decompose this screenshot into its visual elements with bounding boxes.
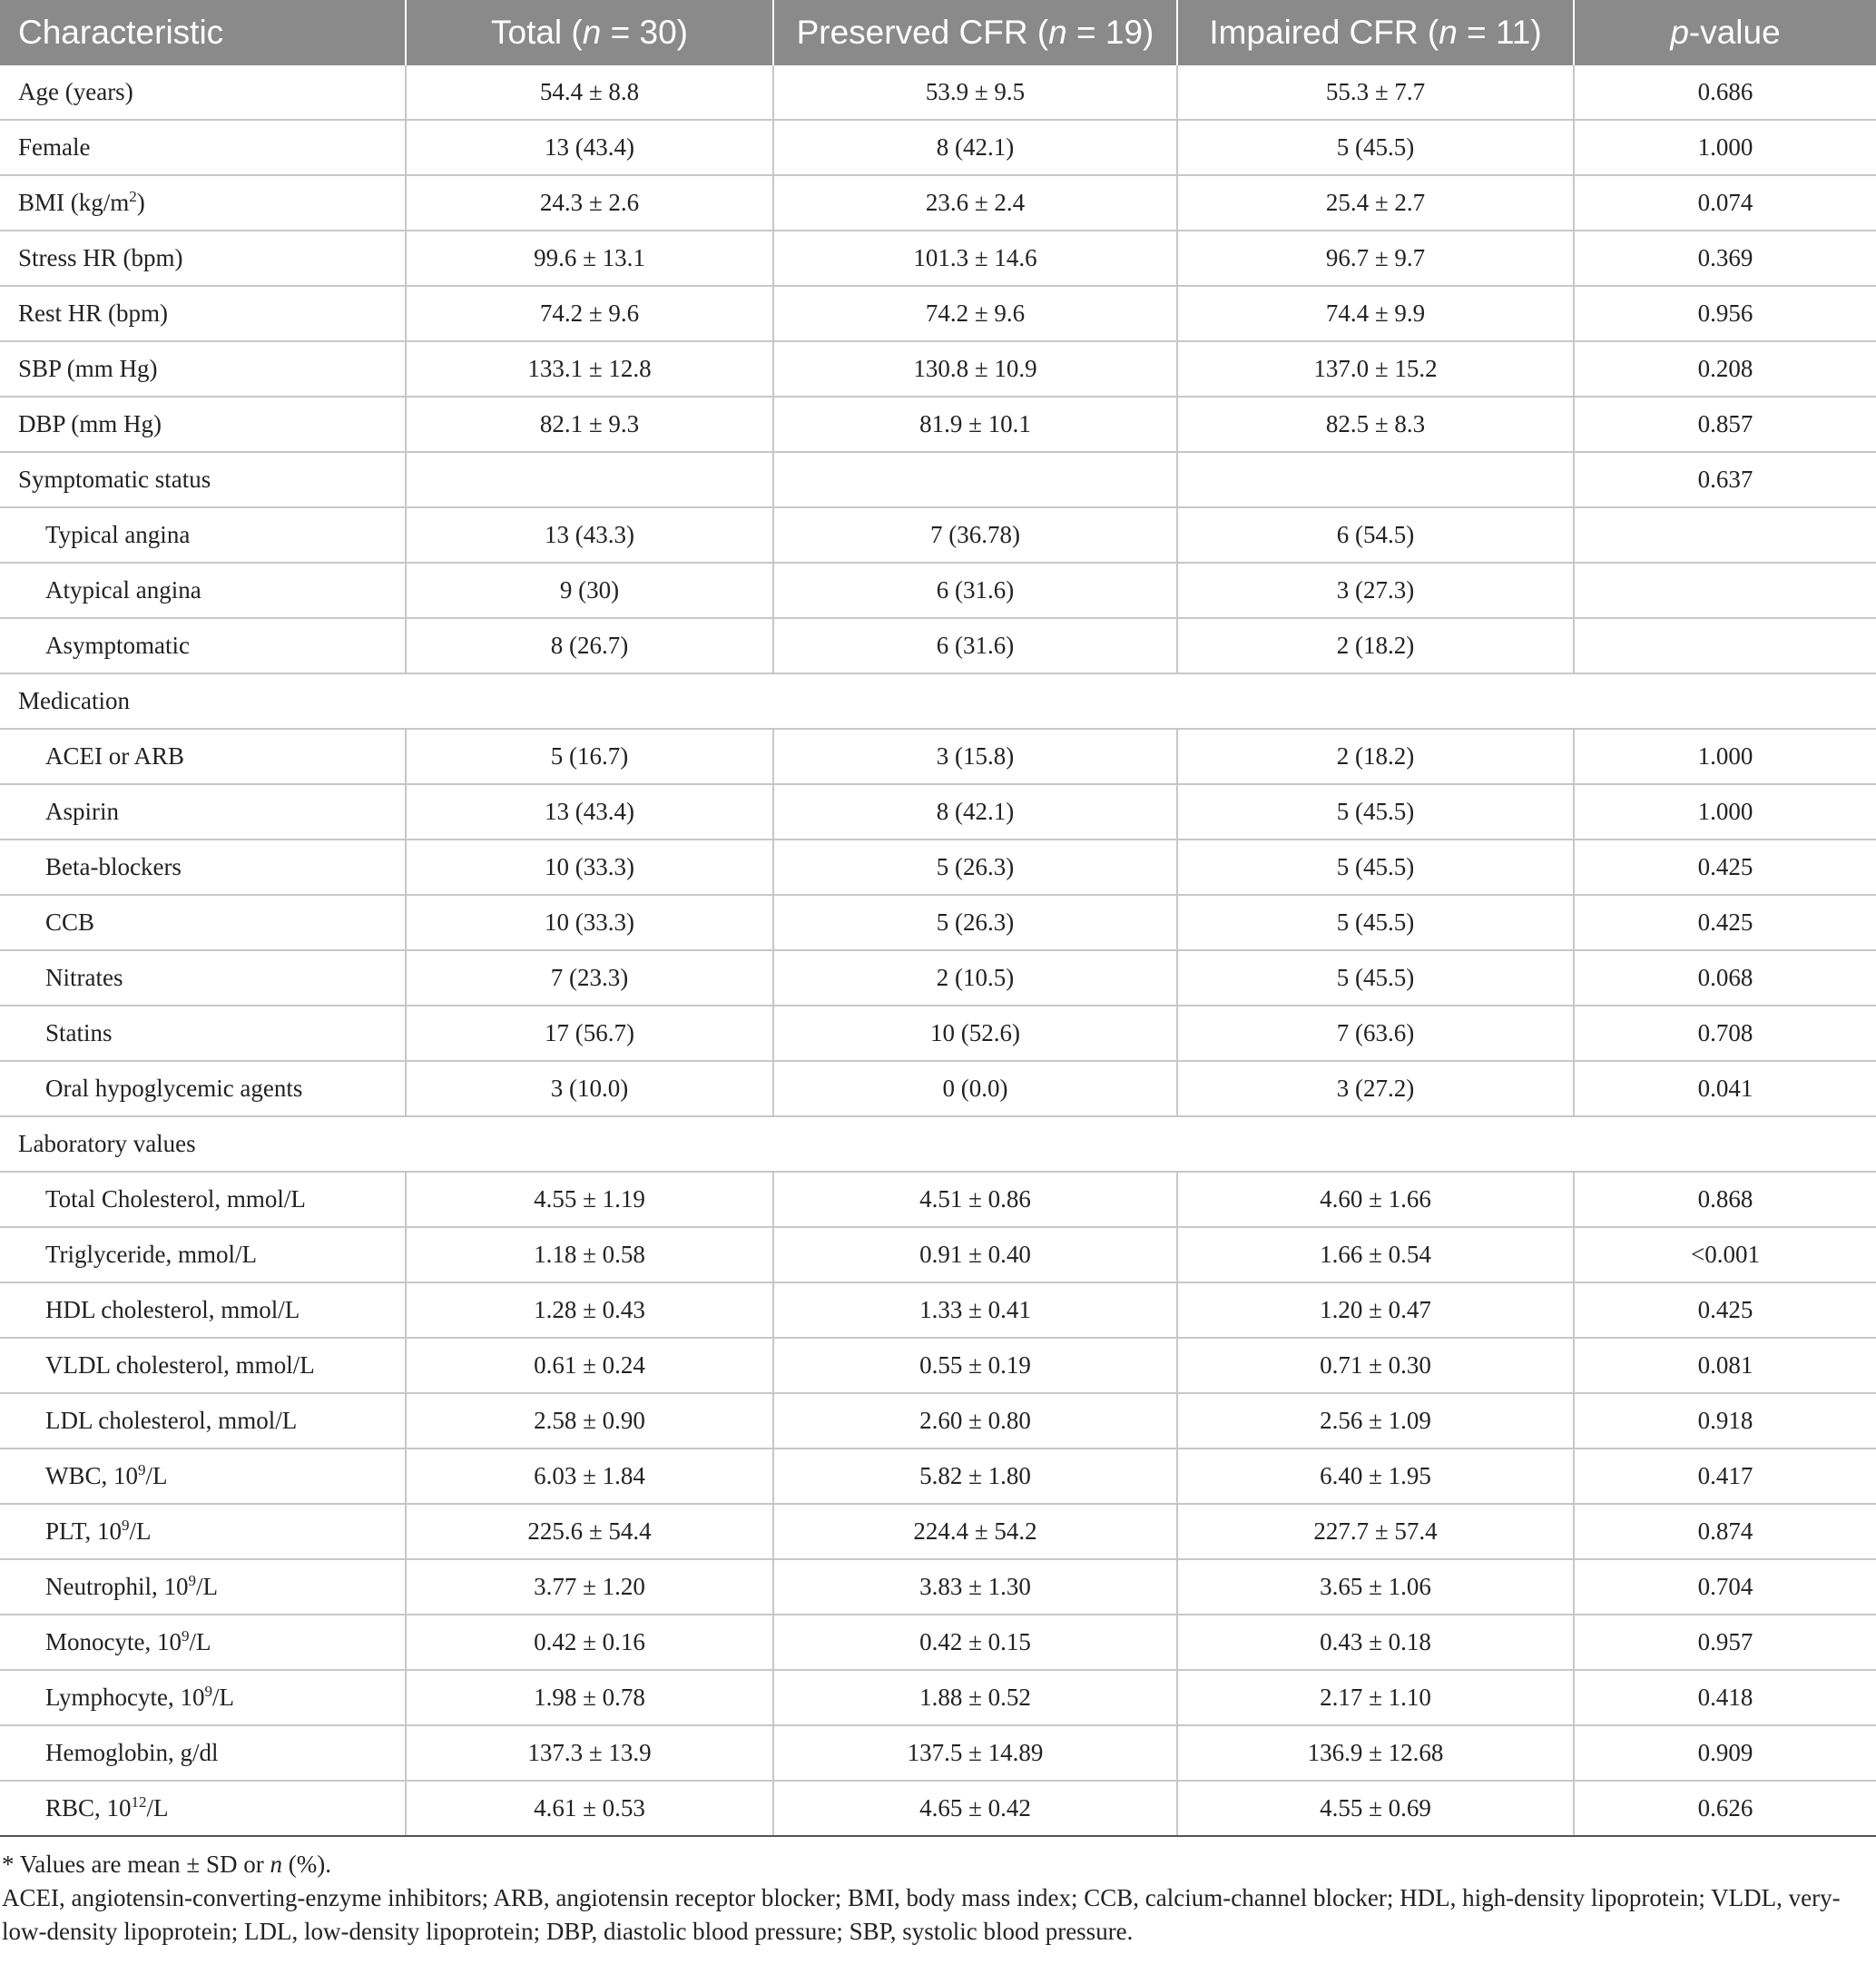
cell-impaired: 1.20 ± 0.47 — [1177, 1282, 1574, 1338]
cell-preserved: 3 (15.8) — [773, 729, 1177, 784]
row-label-superscript: 9 — [188, 1572, 196, 1589]
cell-total: 0.42 ± 0.16 — [406, 1615, 773, 1670]
cell-impaired: 227.7 ± 57.4 — [1177, 1504, 1574, 1559]
cell-preserved: 224.4 ± 54.2 — [773, 1504, 1177, 1559]
row-label-text: Female — [18, 133, 91, 161]
table-row — [0, 950, 1876, 1006]
row-label-text: Oral hypoglycemic agents — [45, 1075, 303, 1102]
cell-impaired: 3 (27.3) — [1177, 563, 1574, 618]
row-label — [0, 1172, 406, 1227]
cell-p: 1.000 — [1574, 729, 1876, 784]
row-label-text: HDL cholesterol, mmol/L — [45, 1296, 300, 1323]
row-label-superscript: 2 — [129, 188, 137, 205]
row-label-text: Symptomatic status — [18, 466, 211, 493]
cell-impaired: 5 (45.5) — [1177, 950, 1574, 1006]
cell-impaired: 5 (45.5) — [1177, 840, 1574, 895]
table-row — [0, 1393, 1876, 1448]
header-total-n: n — [582, 14, 602, 51]
empty-cell — [1177, 1116, 1574, 1172]
cell-p: 0.857 — [1574, 397, 1876, 452]
cell-p — [1574, 507, 1876, 563]
cell-preserved: 137.5 ± 14.89 — [773, 1725, 1177, 1781]
row-label-text: VLDL cholesterol, mmol/L — [45, 1351, 315, 1379]
row-label-text: Rest HR (bpm) — [18, 300, 168, 327]
cell-preserved: 6 (31.6) — [773, 563, 1177, 618]
table-row — [0, 1615, 1876, 1670]
row-label-superscript: 9 — [122, 1517, 130, 1534]
row-label — [0, 175, 406, 231]
cell-impaired: 96.7 ± 9.7 — [1177, 231, 1574, 286]
values-note-n: n — [270, 1851, 282, 1878]
cell-total: 24.3 ± 2.6 — [406, 175, 773, 231]
cell-total: 1.28 ± 0.43 — [406, 1282, 773, 1338]
cell-preserved: 2 (10.5) — [773, 950, 1177, 1006]
cell-p: 0.369 — [1574, 231, 1876, 286]
cell-total: 82.1 ± 9.3 — [406, 397, 773, 452]
row-label-text: WBC, 10 — [45, 1462, 139, 1489]
cell-p — [1574, 563, 1876, 618]
cell-p: <0.001 — [1574, 1227, 1876, 1282]
cell-impaired: 5 (45.5) — [1177, 120, 1574, 175]
table-body — [0, 65, 1876, 1836]
row-label — [0, 840, 406, 895]
cell-impaired: 5 (45.5) — [1177, 784, 1574, 840]
cell-impaired: 2.56 ± 1.09 — [1177, 1393, 1574, 1448]
empty-cell — [1177, 673, 1574, 729]
cell-total: 133.1 ± 12.8 — [406, 341, 773, 397]
cell-preserved: 23.6 ± 2.4 — [773, 175, 1177, 231]
cell-impaired: 7 (63.6) — [1177, 1006, 1574, 1061]
cell-p: 0.909 — [1574, 1725, 1876, 1781]
row-label-text: Aspirin — [45, 798, 119, 825]
row-label-text: Total Cholesterol, mmol/L — [45, 1185, 306, 1213]
cell-impaired: 1.66 ± 0.54 — [1177, 1227, 1574, 1282]
table-row — [0, 1670, 1876, 1725]
section-label — [0, 1116, 406, 1172]
cell-impaired: 6 (54.5) — [1177, 507, 1574, 563]
cell-impaired: 2.17 ± 1.10 — [1177, 1670, 1574, 1725]
cell-impaired — [1177, 452, 1574, 507]
row-label — [0, 729, 406, 784]
table-row — [0, 1781, 1876, 1836]
table-row — [0, 1448, 1876, 1504]
cell-impaired: 25.4 ± 2.7 — [1177, 175, 1574, 231]
row-label — [0, 1615, 406, 1670]
row-label — [0, 1338, 406, 1393]
cell-preserved: 4.51 ± 0.86 — [773, 1172, 1177, 1227]
header-impaired-text: Impaired CFR ( — [1209, 14, 1439, 51]
cell-preserved: 1.88 ± 0.52 — [773, 1670, 1177, 1725]
cell-total: 0.61 ± 0.24 — [406, 1338, 773, 1393]
table-row — [0, 1227, 1876, 1282]
cell-preserved: 10 (52.6) — [773, 1006, 1177, 1061]
table-row — [0, 1061, 1876, 1116]
row-label-text: SBP (mm Hg) — [18, 355, 158, 382]
cell-p: 1.000 — [1574, 784, 1876, 840]
table-row — [0, 120, 1876, 175]
row-label — [0, 563, 406, 618]
row-label — [0, 618, 406, 673]
row-label — [0, 1006, 406, 1061]
empty-cell — [773, 673, 1177, 729]
cell-impaired: 3 (27.2) — [1177, 1061, 1574, 1116]
header-preserved-cfr — [773, 0, 1177, 65]
row-label-superscript: 9 — [181, 1627, 190, 1645]
header-preserved-count: = 19) — [1066, 14, 1154, 51]
cell-preserved: 3.83 ± 1.30 — [773, 1559, 1177, 1615]
cell-impaired: 2 (18.2) — [1177, 729, 1574, 784]
cell-total: 4.55 ± 1.19 — [406, 1172, 773, 1227]
cell-total: 137.3 ± 13.9 — [406, 1725, 773, 1781]
cell-p: 0.708 — [1574, 1006, 1876, 1061]
cell-preserved: 8 (42.1) — [773, 784, 1177, 840]
cell-total: 10 (33.3) — [406, 895, 773, 950]
cell-p: 0.704 — [1574, 1559, 1876, 1615]
footnote-abbreviations: ACEI, angiotensin-converting-enzyme inhibitors; ARB, angiotensin receptor blocker; BMI, body mass index; CCB, calcium-channel blocker; HDL, high-density lipoprotein; VLDL, very-low-density lipoprotein; LDL, low-density lipoprotein; DBP, diastolic blood pressure; SBP, systolic blood pressure. — [2, 1884, 1841, 1945]
cell-impaired: 6.40 ± 1.95 — [1177, 1448, 1574, 1504]
values-note-tail: (%). — [282, 1851, 331, 1878]
row-label-suffix: ) — [136, 189, 145, 216]
cell-total: 99.6 ± 13.1 — [406, 231, 773, 286]
row-label — [0, 1781, 406, 1836]
row-label-text: RBC, 10 — [45, 1794, 132, 1822]
header-total-count: = 30) — [601, 14, 688, 51]
row-label — [0, 1504, 406, 1559]
row-label — [0, 1393, 406, 1448]
row-label-suffix: /L — [146, 1794, 169, 1822]
table-row — [0, 65, 1876, 120]
header-row — [0, 0, 1876, 65]
row-label-text: Beta-blockers — [45, 853, 182, 880]
cell-impaired: 0.71 ± 0.30 — [1177, 1338, 1574, 1393]
table-row — [0, 729, 1876, 784]
row-label-text: Typical angina — [45, 521, 191, 548]
cell-impaired: 3.65 ± 1.06 — [1177, 1559, 1574, 1615]
cell-p: 1.000 — [1574, 120, 1876, 175]
cell-total: 225.6 ± 54.4 — [406, 1504, 773, 1559]
row-label — [0, 950, 406, 1006]
header-total-text: Total ( — [491, 14, 583, 51]
cell-preserved — [773, 452, 1177, 507]
table-row — [0, 397, 1876, 452]
row-label-text: Laboratory values — [18, 1130, 196, 1157]
cell-preserved: 5.82 ± 1.80 — [773, 1448, 1177, 1504]
cell-p: 0.957 — [1574, 1615, 1876, 1670]
header-total — [406, 0, 773, 65]
cell-total: 13 (43.4) — [406, 784, 773, 840]
cell-p: 0.417 — [1574, 1448, 1876, 1504]
cell-impaired: 5 (45.5) — [1177, 895, 1574, 950]
cell-p: 0.956 — [1574, 286, 1876, 341]
cell-preserved: 0.91 ± 0.40 — [773, 1227, 1177, 1282]
cell-p: 0.425 — [1574, 895, 1876, 950]
table-row — [0, 563, 1876, 618]
cell-total: 10 (33.3) — [406, 840, 773, 895]
row-label — [0, 231, 406, 286]
row-label — [0, 1670, 406, 1725]
row-label — [0, 65, 406, 120]
row-label-text: Lymphocyte, 10 — [45, 1684, 205, 1711]
row-label — [0, 1725, 406, 1781]
cell-preserved: 6 (31.6) — [773, 618, 1177, 673]
row-label — [0, 286, 406, 341]
table-row — [0, 175, 1876, 231]
row-label-suffix: /L — [211, 1684, 234, 1711]
cell-preserved: 5 (26.3) — [773, 895, 1177, 950]
cell-total: 5 (16.7) — [406, 729, 773, 784]
table-footnote — [0, 1848, 1871, 1949]
cell-total: 2.58 ± 0.90 — [406, 1393, 773, 1448]
row-label-text: Age (years) — [18, 78, 133, 105]
row-label-text: Asymptomatic — [45, 632, 190, 659]
cell-impaired: 0.43 ± 0.18 — [1177, 1615, 1574, 1670]
row-label-suffix: /L — [145, 1462, 168, 1489]
header-impaired-n: n — [1439, 14, 1458, 51]
values-note-text: * Values are mean ± SD or — [2, 1851, 270, 1878]
cell-total: 6.03 ± 1.84 — [406, 1448, 773, 1504]
row-label-text: CCB — [45, 908, 95, 936]
table-row — [0, 1172, 1876, 1227]
table-header — [0, 0, 1876, 65]
header-preserved-n: n — [1048, 14, 1067, 51]
cell-preserved: 2.60 ± 0.80 — [773, 1393, 1177, 1448]
cell-total: 7 (23.3) — [406, 950, 773, 1006]
cell-preserved: 101.3 ± 14.6 — [773, 231, 1177, 286]
table-row — [0, 341, 1876, 397]
table-row — [0, 1559, 1876, 1615]
cell-total: 74.2 ± 9.6 — [406, 286, 773, 341]
row-label-text: Medication — [18, 687, 130, 714]
row-label — [0, 1061, 406, 1116]
empty-cell — [773, 1116, 1177, 1172]
cell-impaired: 4.60 ± 1.66 — [1177, 1172, 1574, 1227]
row-label-text: ACEI or ARB — [45, 742, 185, 770]
row-label-suffix: /L — [189, 1628, 211, 1655]
cell-preserved: 1.33 ± 0.41 — [773, 1282, 1177, 1338]
section-row — [0, 1116, 1876, 1172]
cell-preserved: 4.65 ± 0.42 — [773, 1781, 1177, 1836]
cell-preserved: 74.2 ± 9.6 — [773, 286, 1177, 341]
row-label-superscript: 12 — [131, 1793, 147, 1811]
cell-p: 0.041 — [1574, 1061, 1876, 1116]
cell-preserved: 0.55 ± 0.19 — [773, 1338, 1177, 1393]
cell-p: 0.626 — [1574, 1781, 1876, 1836]
empty-cell — [406, 673, 773, 729]
cell-total: 8 (26.7) — [406, 618, 773, 673]
table-row — [0, 1725, 1876, 1781]
row-label-text: BMI (kg/m — [18, 189, 130, 216]
row-label — [0, 507, 406, 563]
cell-preserved: 7 (36.78) — [773, 507, 1177, 563]
row-label-superscript: 9 — [138, 1461, 146, 1478]
row-label — [0, 397, 406, 452]
header-impaired-cfr — [1177, 0, 1574, 65]
row-label-text: Hemoglobin, g/dl — [45, 1739, 219, 1766]
row-label-text: Neutrophil, 10 — [45, 1573, 189, 1600]
cell-preserved: 81.9 ± 10.1 — [773, 397, 1177, 452]
cell-total: 13 (43.4) — [406, 120, 773, 175]
cell-impaired: 74.4 ± 9.9 — [1177, 286, 1574, 341]
cell-total: 1.98 ± 0.78 — [406, 1670, 773, 1725]
cell-total: 17 (56.7) — [406, 1006, 773, 1061]
row-label-text: Triglyceride, mmol/L — [45, 1241, 257, 1268]
cell-preserved: 8 (42.1) — [773, 120, 1177, 175]
cell-total: 4.61 ± 0.53 — [406, 1781, 773, 1836]
cell-p: 0.874 — [1574, 1504, 1876, 1559]
row-label — [0, 784, 406, 840]
table-row — [0, 1006, 1876, 1061]
row-label-text: Statins — [45, 1019, 113, 1046]
cell-total: 54.4 ± 8.8 — [406, 65, 773, 120]
header-preserved-text: Preserved CFR ( — [796, 14, 1049, 51]
cell-total: 3.77 ± 1.20 — [406, 1559, 773, 1615]
cell-total — [406, 452, 773, 507]
empty-cell — [406, 1116, 773, 1172]
cell-impaired: 137.0 ± 15.2 — [1177, 341, 1574, 397]
cell-p: 0.081 — [1574, 1338, 1876, 1393]
header-impaired-count: = 11) — [1457, 14, 1542, 51]
cell-preserved: 5 (26.3) — [773, 840, 1177, 895]
table-row — [0, 618, 1876, 673]
row-label-text: Nitrates — [45, 964, 123, 991]
row-label — [0, 895, 406, 950]
row-label-text: Monocyte, 10 — [45, 1628, 182, 1655]
cell-preserved: 0 (0.0) — [773, 1061, 1177, 1116]
row-label — [0, 1448, 406, 1504]
cell-total: 9 (30) — [406, 563, 773, 618]
header-characteristic: Characteristic — [0, 0, 406, 65]
cell-p: 0.425 — [1574, 1282, 1876, 1338]
table-row — [0, 1282, 1876, 1338]
row-label-text: Atypical angina — [45, 576, 201, 604]
section-label — [0, 673, 406, 729]
cell-p: 0.637 — [1574, 452, 1876, 507]
row-label — [0, 1559, 406, 1615]
table-row — [0, 895, 1876, 950]
cell-p: 0.868 — [1574, 1172, 1876, 1227]
cell-impaired: 4.55 ± 0.69 — [1177, 1781, 1574, 1836]
row-label — [0, 452, 406, 507]
row-label-text: PLT, 10 — [45, 1517, 123, 1545]
table-row — [0, 784, 1876, 840]
row-label — [0, 341, 406, 397]
table-row — [0, 452, 1876, 507]
row-label — [0, 1282, 406, 1338]
cell-p: 0.686 — [1574, 65, 1876, 120]
cell-total: 13 (43.3) — [406, 507, 773, 563]
cell-preserved: 0.42 ± 0.15 — [773, 1615, 1177, 1670]
cell-p: 0.068 — [1574, 950, 1876, 1006]
table-row — [0, 1504, 1876, 1559]
header-p-italic: p — [1670, 14, 1689, 51]
cell-p: 0.208 — [1574, 341, 1876, 397]
row-label — [0, 120, 406, 175]
cell-impaired: 2 (18.2) — [1177, 618, 1574, 673]
cell-impaired: 136.9 ± 12.68 — [1177, 1725, 1574, 1781]
cell-p: 0.074 — [1574, 175, 1876, 231]
empty-cell — [1574, 673, 1876, 729]
table-row — [0, 507, 1876, 563]
row-label — [0, 1227, 406, 1282]
cell-preserved: 53.9 ± 9.5 — [773, 65, 1177, 120]
table-row — [0, 231, 1876, 286]
table-row — [0, 286, 1876, 341]
section-row — [0, 673, 1876, 729]
cell-impaired: 82.5 ± 8.3 — [1177, 397, 1574, 452]
cell-p: 0.425 — [1574, 840, 1876, 895]
table-row — [0, 1338, 1876, 1393]
header-p-text: -value — [1688, 14, 1781, 51]
header-p-value — [1574, 0, 1876, 65]
row-label-suffix: /L — [129, 1517, 152, 1545]
row-label-text: DBP (mm Hg) — [18, 410, 162, 437]
table-row — [0, 840, 1876, 895]
cell-impaired: 55.3 ± 7.7 — [1177, 65, 1574, 120]
cell-total: 1.18 ± 0.58 — [406, 1227, 773, 1282]
cell-total: 3 (10.0) — [406, 1061, 773, 1116]
row-label-text: Stress HR (bpm) — [18, 244, 183, 271]
empty-cell — [1574, 1116, 1876, 1172]
footnote-values-note — [2, 1848, 1871, 1881]
row-label-text: LDL cholesterol, mmol/L — [45, 1407, 298, 1434]
row-label-suffix: /L — [195, 1573, 218, 1600]
cell-p: 0.418 — [1574, 1670, 1876, 1725]
cell-preserved: 130.8 ± 10.9 — [773, 341, 1177, 397]
cell-p — [1574, 618, 1876, 673]
cell-p: 0.918 — [1574, 1393, 1876, 1448]
row-label-superscript: 9 — [204, 1683, 212, 1700]
